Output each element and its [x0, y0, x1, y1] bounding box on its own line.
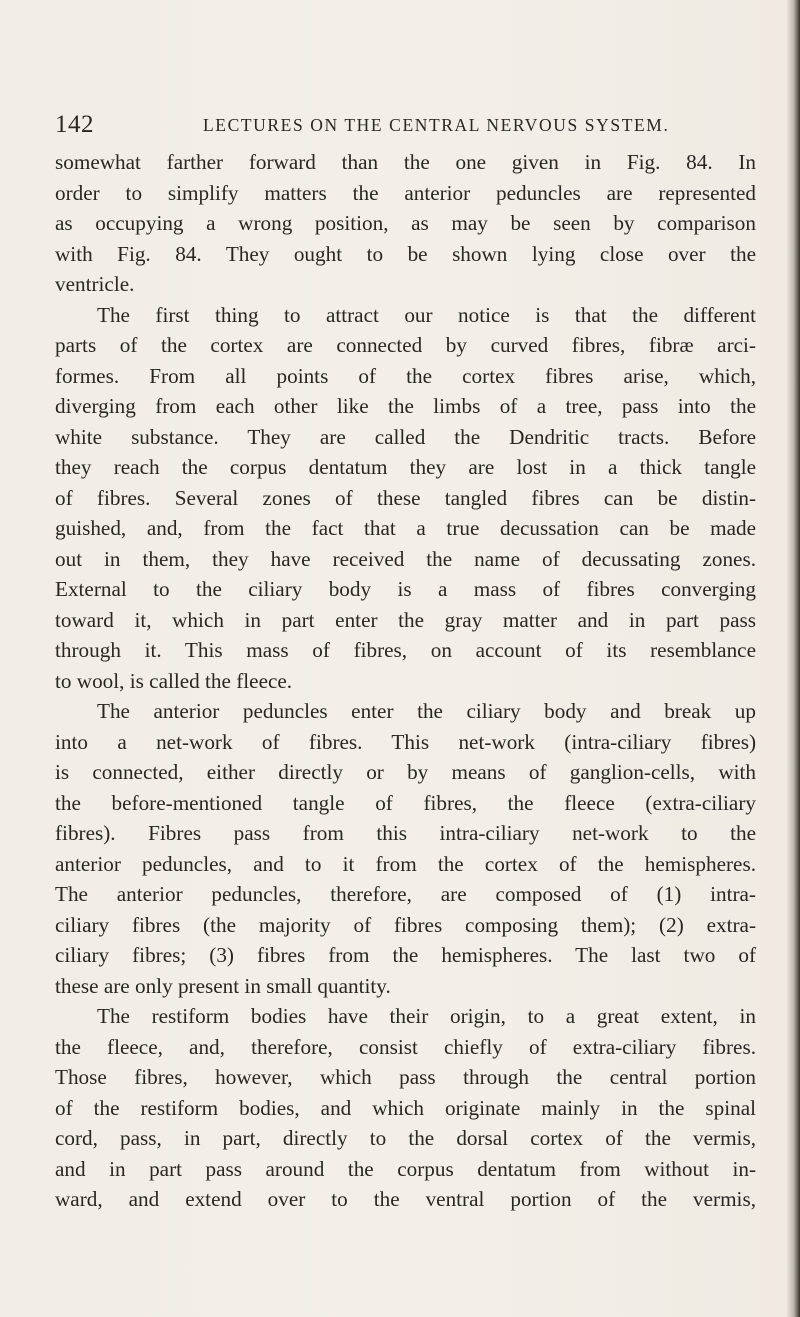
text-line: through it. This mass of fibres, on account of its resemblance	[55, 638, 756, 662]
text-line: The restiform bodies have their origin, to a great extent, in	[97, 1004, 756, 1028]
text-line: to wool, is called the fleece.	[55, 669, 293, 693]
text-line: Those fibres, however, which pass through the central portion	[55, 1065, 756, 1089]
running-head: LECTURES ON THE CENTRAL NERVOUS SYSTEM.	[203, 115, 670, 135]
text-line: and in part pass around the corpus dentatum from without in-	[55, 1157, 756, 1181]
text-line: The anterior peduncles enter the ciliary body and break up	[97, 699, 756, 723]
text-line: External to the ciliary body is a mass of fibres converging	[55, 577, 756, 601]
text-line: the fleece, and, therefore, consist chiefly of extra-ciliary fibres.	[55, 1035, 756, 1059]
text-line: ward, and extend over to the ventral portion of the vermis,	[55, 1187, 756, 1211]
text-line: these are only present in small quantity.	[55, 974, 391, 998]
text-line: as occupying a wrong position, as may be seen by comparison	[55, 211, 756, 235]
text-line: ciliary fibres; (3) fibres from the hemispheres. The last two of	[55, 943, 756, 967]
text-line: guished, and, from the fact that a true decussation can be made	[55, 516, 756, 540]
text-line: The first thing to attract our notice is that the different	[97, 303, 756, 327]
page-header	[55, 111, 757, 145]
text-line: they reach the corpus dentatum they are lost in a thick tangle	[55, 455, 756, 479]
text-line: anterior peduncles, and to it from the cortex of the hemispheres.	[55, 852, 756, 876]
text-line: into a net-work of fibres. This net-work (intra-ciliary fibres)	[55, 730, 756, 754]
text-line: ventricle.	[55, 272, 135, 296]
text-line: parts of the cortex are connected by curved fibres, fibræ arci-	[55, 333, 756, 357]
text-line: fibres). Fibres pass from this intra-ciliary net-work to the	[55, 821, 756, 845]
text-line: The anterior peduncles, therefore, are composed of (1) intra-	[55, 882, 756, 906]
text-line: white substance. They are called the Dendritic tracts. Before	[55, 425, 756, 449]
text-line: toward it, which in part enter the gray matter and in part pass	[55, 608, 756, 632]
text-line: is connected, either directly or by means of ganglion-cells, with	[55, 760, 756, 784]
text-line: of fibres. Several zones of these tangled fibres can be distin-	[55, 486, 756, 510]
text-line: with Fig. 84. They ought to be shown lying close over the	[55, 242, 756, 266]
text-line: order to simplify matters the anterior peduncles are represented	[55, 181, 756, 205]
page-number: 142	[55, 111, 94, 138]
text-line: cord, pass, in part, directly to the dorsal cortex of the vermis,	[55, 1126, 756, 1150]
text-line: out in them, they have received the name of decussating zones.	[55, 547, 756, 571]
text-line: of the restiform bodies, and which originate mainly in the spinal	[55, 1096, 756, 1120]
page-edge-shadow	[786, 0, 800, 1317]
text-line: diverging from each other like the limbs of a tree, pass into the	[55, 394, 756, 418]
text-line: formes. From all points of the cortex fibres arise, which,	[55, 364, 756, 388]
text-line: ciliary fibres (the majority of fibres composing them); (2) extra-	[55, 913, 756, 937]
text-line: somewhat farther forward than the one given in Fig. 84. In	[55, 150, 756, 174]
text-line: the before-mentioned tangle of fibres, the fleece (extra-ciliary	[55, 791, 756, 815]
